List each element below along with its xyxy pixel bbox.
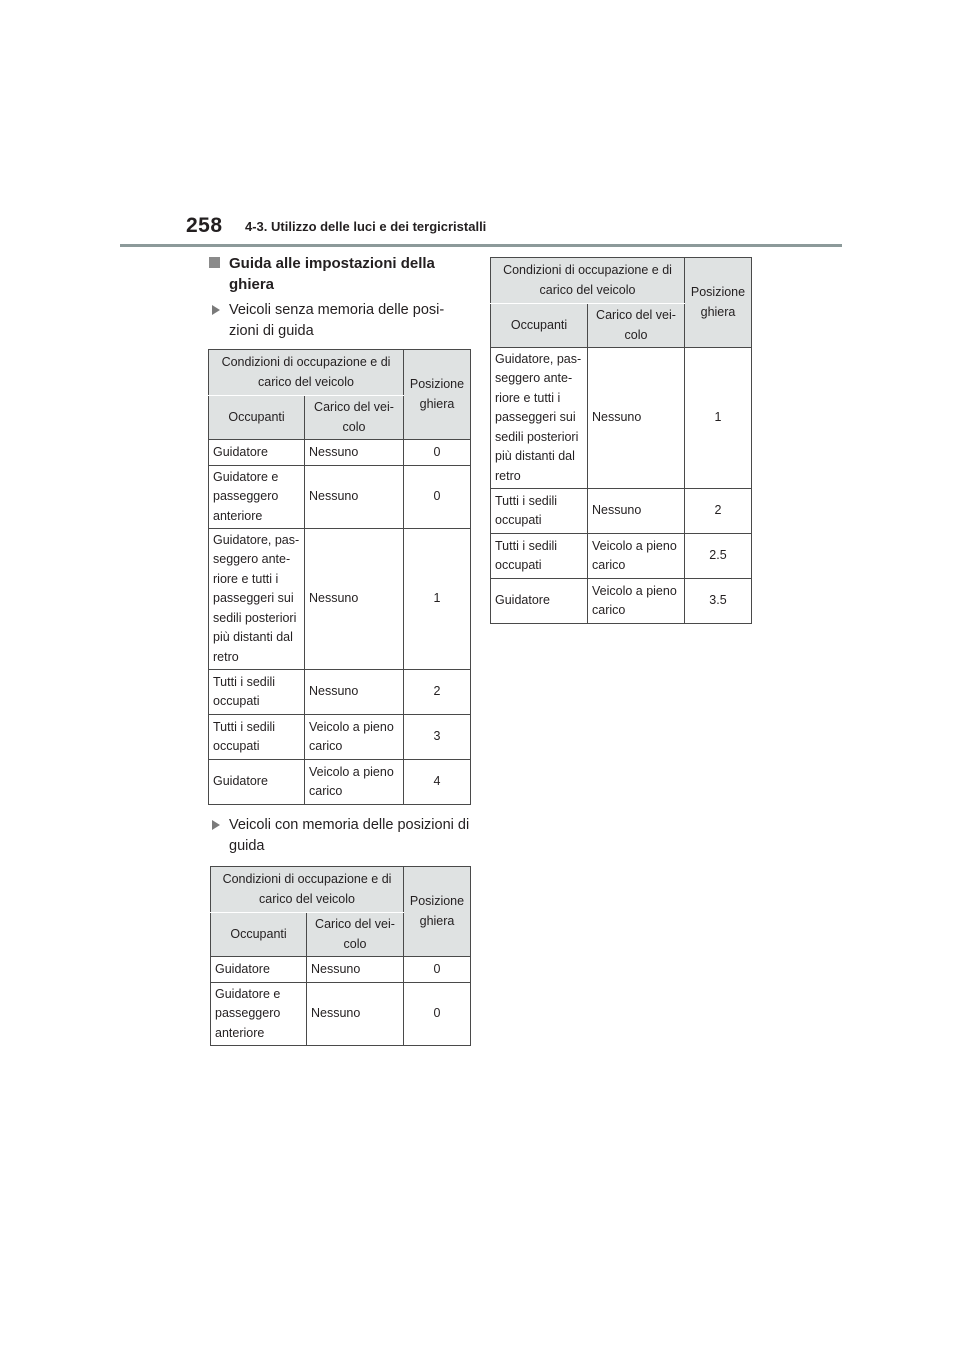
cell-occupants: Tutti i sedili occupati bbox=[491, 534, 588, 579]
cell-occupants: Tutti i sedili occupati bbox=[491, 489, 588, 534]
cell-occupants: Guidatore bbox=[209, 440, 305, 466]
cell-position: 3.5 bbox=[685, 579, 752, 624]
cell-occupants: Guidatore e passeggero anteriore bbox=[209, 466, 305, 529]
cell-position: 1 bbox=[685, 348, 752, 489]
triangle-bullet-icon bbox=[212, 305, 220, 315]
subsection-heading-no-memory bbox=[212, 300, 470, 342]
header-occupants: Occupanti bbox=[211, 913, 307, 957]
cell-position: 4 bbox=[404, 760, 471, 805]
cell-position: 2 bbox=[685, 489, 752, 534]
cell-occupants: Guidatore bbox=[491, 579, 588, 624]
header-vehicle-conditions: Condizioni di occupazione e di carico del veicolo bbox=[211, 867, 404, 913]
cell-occupants: Guidatore, pas-seggero ante-riore e tutti i passeggeri sui sedili posteriori più distanti dal retro bbox=[491, 348, 588, 489]
cell-occupants: Guidatore e passeggero anteriore bbox=[211, 983, 307, 1046]
cell-load: Veicolo a pieno carico bbox=[305, 760, 404, 805]
header-dial-position: Posizione ghiera bbox=[404, 350, 471, 440]
cell-occupants: Guidatore bbox=[209, 760, 305, 805]
cell-position: 0 bbox=[404, 440, 471, 466]
dial-settings-table-no-memory bbox=[208, 349, 471, 805]
header-vehicle-conditions: Condizioni di occupazione e di carico del veicolo bbox=[209, 350, 404, 396]
cell-load: Nessuno bbox=[307, 983, 404, 1046]
header-occupants: Occupanti bbox=[491, 304, 588, 348]
dial-settings-table-with-memory-continued bbox=[490, 257, 752, 624]
cell-load: Veicolo a pieno carico bbox=[588, 534, 685, 579]
cell-position: 3 bbox=[404, 715, 471, 760]
cell-occupants: Guidatore, pas-seggero ante-riore e tutti i passeggeri sui sedili posteriori più distanti dal retro bbox=[209, 529, 305, 670]
cell-load: Nessuno bbox=[305, 670, 404, 715]
cell-occupants: Tutti i sedili occupati bbox=[209, 670, 305, 715]
header-occupants: Occupanti bbox=[209, 396, 305, 440]
subsection-heading-text: Veicoli senza memoria delle posi-zioni di guida bbox=[229, 302, 445, 339]
header-vehicle-load: Carico del vei-colo bbox=[305, 396, 404, 440]
cell-load: Nessuno bbox=[588, 489, 685, 534]
section-heading-text: Guida alle impostazioni della ghiera bbox=[229, 255, 435, 293]
section-heading bbox=[209, 253, 469, 295]
cell-load: Veicolo a pieno carico bbox=[305, 715, 404, 760]
header-divider bbox=[120, 244, 842, 247]
cell-position: 0 bbox=[404, 957, 471, 983]
header-dial-position: Posizione ghiera bbox=[404, 867, 471, 957]
header-vehicle-conditions: Condizioni di occupazione e di carico del veicolo bbox=[491, 258, 685, 304]
cell-position: 2 bbox=[404, 670, 471, 715]
page-number: 258 bbox=[186, 214, 223, 237]
cell-load: Nessuno bbox=[305, 440, 404, 466]
cell-position: 1 bbox=[404, 529, 471, 670]
header-vehicle-load: Carico del vei-colo bbox=[588, 304, 685, 348]
cell-occupants: Guidatore bbox=[211, 957, 307, 983]
cell-position: 0 bbox=[404, 983, 471, 1046]
cell-load: Nessuno bbox=[305, 466, 404, 529]
subsection-heading-with-memory bbox=[212, 815, 470, 857]
header-vehicle-load: Carico del vei-colo bbox=[307, 913, 404, 957]
dial-settings-table-with-memory bbox=[210, 866, 471, 1046]
header-dial-position: Posizione ghiera bbox=[685, 258, 752, 348]
cell-occupants: Tutti i sedili occupati bbox=[209, 715, 305, 760]
triangle-bullet-icon bbox=[212, 820, 220, 830]
cell-load: Nessuno bbox=[307, 957, 404, 983]
square-bullet-icon bbox=[209, 257, 220, 268]
subsection-heading-text: Veicoli con memoria delle posizioni di guida bbox=[229, 817, 470, 854]
cell-position: 2.5 bbox=[685, 534, 752, 579]
cell-position: 0 bbox=[404, 466, 471, 529]
chapter-title: 4-3. Utilizzo delle luci e dei tergicristalli bbox=[245, 219, 487, 234]
cell-load: Nessuno bbox=[305, 529, 404, 670]
cell-load: Nessuno bbox=[588, 348, 685, 489]
cell-load: Veicolo a pieno carico bbox=[588, 579, 685, 624]
